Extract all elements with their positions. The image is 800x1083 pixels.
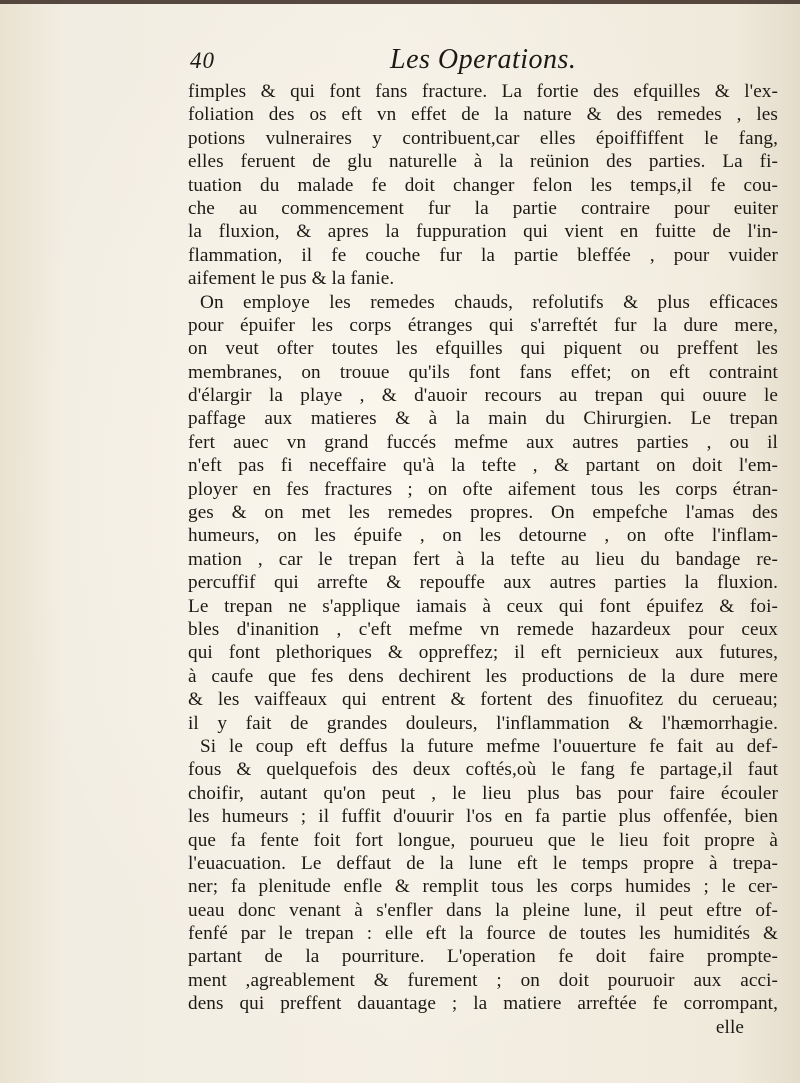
text-line: il y fait de grandes douleurs, l'inflammation & l'hæmorrhagie. <box>188 712 778 734</box>
text-line: membranes, on trouue qu'ils font fans effet; on eft contraint <box>188 361 778 383</box>
text-line: bles d'inanition , c'eft mefme vn remede hazardeux pour ceux <box>188 618 778 640</box>
top-edge-rule <box>0 0 800 4</box>
page-header <box>190 44 770 78</box>
page-number: 40 <box>190 48 215 73</box>
paragraph-start: Si le coup eft deffus la future mefme l'ouuerture fe fait au def- <box>200 735 778 757</box>
text-line: ment ,agreablement & furement ; on doit pouruoir aux acci- <box>188 969 778 991</box>
text-line: aifement le pus & la fanie. <box>188 268 395 290</box>
text-line: Le trepan ne s'applique iamais à ceux qui font épuifez & foi- <box>188 595 778 617</box>
text-line: dens qui preffent dauantage ; la matiere arreftée fe corrompant, <box>188 993 778 1015</box>
catchword: elle <box>715 1016 744 1038</box>
text-line: partant de la pourriture. L'operation fe doit faire prompte- <box>188 946 778 968</box>
text-line: mation , car le trepan fert à la tefte au lieu du bandage re- <box>188 548 778 570</box>
text-line: choifir, autant qu'on peut , le lieu plus bas pour faire écouler <box>188 782 778 804</box>
text-line: la fluxion, & apres la fuppuration qui vient en fuitte de l'in- <box>188 221 778 243</box>
text-line: fenfé par le trepan : elle eft la fource de toutes les humidités & <box>188 923 778 945</box>
running-title: Les Operations. <box>390 44 577 75</box>
text-line: à caufe que fes dens dechirent les productions de la dure mere <box>188 665 778 687</box>
text-line: potions vulneraires y contribuent,car elles époiffiffent le fang, <box>188 127 778 149</box>
text-line: ner; fa plenitude enfle & remplit tous les corps humides ; le cer- <box>188 876 778 898</box>
text-line: ueau donc venant à s'enfler dans la pleine lune, il peut eftre of- <box>188 899 778 921</box>
text-line: tuation du malade fe doit changer felon les temps,il fe cou- <box>188 174 778 196</box>
text-line: elles feruent de glu naturelle à la reünion des parties. La fi- <box>188 151 778 173</box>
text-line: fous & quelquefois des deux coftés,où le fang fe partage,il faut <box>188 759 778 781</box>
text-line: qui font plethoriques & oppreffez; il eft pernicieux aux futures, <box>188 642 778 664</box>
body-text <box>188 80 778 1039</box>
text-line: paffage aux matieres & à la main du Chirurgien. Le trepan <box>188 408 778 430</box>
paragraph-start: On employe les remedes chauds, refolutifs & plus efficaces <box>200 291 778 313</box>
text-line: & les vaiffeaux qui entrent & fortent des finuofitez du cerueau; <box>188 689 778 711</box>
text-line: flammation, il fe couche fur la partie bleffée , pour vuider <box>188 244 778 266</box>
text-line: d'élargir la playe , & d'auoir recours au trepan qui ouure le <box>188 385 778 407</box>
text-line: ployer en fes fractures ; on ofte aifement tous les corps étran- <box>188 478 778 500</box>
text-line: percuffif qui arrefte & repouffe aux autres parties la fluxion. <box>188 572 778 594</box>
text-line: que fa fente foit fort longue, pourueu que le lieu foit propre à <box>188 829 778 851</box>
text-line: humeurs, on les épuife , on les detourne , on ofte l'inflam- <box>188 525 778 547</box>
text-line: ges & on met les remedes propres. On empefche l'amas des <box>188 502 778 524</box>
text-line: pour épuifer les corps étranges qui s'arreftét fur la dure mere, <box>188 314 778 336</box>
text-line: fimples & qui font fans fracture. La fortie des efquilles & l'ex- <box>188 81 778 102</box>
text-line: foliation des os eft vn effet de la nature & des remedes , les <box>188 104 778 126</box>
text-line: les humeurs ; il fuffit d'ouurir l'os en fa partie plus offenfée, bien <box>188 806 778 828</box>
text-line: n'eft pas fi neceffaire qu'à la tefte , & partant on doit l'em- <box>188 455 778 477</box>
text-line: l'euacuation. Le deffaut de la lune eft le temps propre à trepa- <box>188 852 778 874</box>
text-line: on veut ofter toutes les efquilles qui piquent ou preffent les <box>188 338 778 360</box>
text-line: che au commencement fur la partie contraire pour euiter <box>188 197 778 219</box>
text-line: fert auec vn grand fuccés mefme aux autres parties , ou il <box>188 431 778 453</box>
